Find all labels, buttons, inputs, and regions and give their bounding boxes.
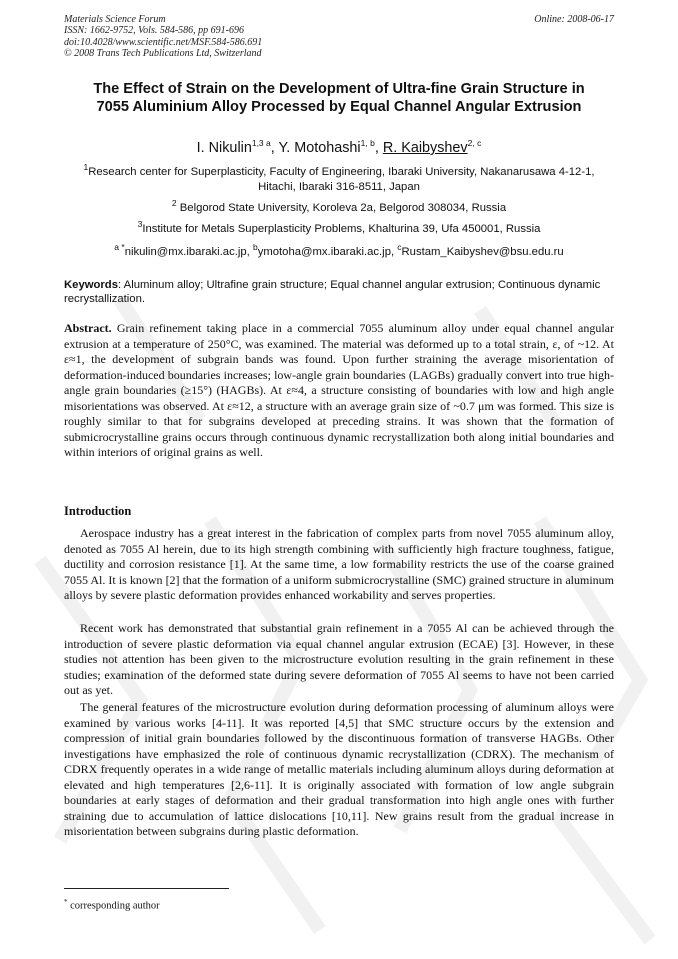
footnote-text: corresponding author	[67, 900, 160, 912]
corresponding-author-name: R. Kaibyshev	[382, 140, 468, 156]
abstract	[64, 321, 614, 461]
author-name: I. Nikulin	[196, 140, 252, 156]
online-date: Online: 2008-06-17	[534, 14, 614, 25]
intro-paragraph-1	[64, 526, 614, 604]
affiliation-sup: 1	[83, 162, 89, 173]
abstract-text: Grain refinement taking place in a commercial 7055 aluminum alloy under equal channel angular extrusion at a temperature of 250°C, was examined. The material was deformed up to a total strain, ε, of ~12. At ε≈1, the development of subgrain bands was found. Upon further straining the average misorientation of deformation-induced boundaries increases; low-angle grain boundaries (LAGBs) gradually convert into true high-angle grain boundaries (≥15°) (HAGBs). At ε≈4, a structure consisting of boundaries with low and high angle misorientations was observed. At ε≈12, a structure with an average grain size of ~0.7 μm was formed. This size is roughly similar to that for subgrains developed at preceding strains. It was shown that the formation of submicrocrystalline grains occurs through continuous dynamic recrystallization both along initial boundaries and within interiors of original grains as well.	[64, 321, 614, 459]
email-link[interactable]: Rustam_Kaibyshev@bsu.edu.ru	[401, 246, 564, 258]
introduction-heading: Introduction	[64, 504, 132, 518]
intro-paragraph-2	[64, 621, 614, 699]
author-name: Y. Motohashi	[278, 140, 361, 156]
affiliation-1	[64, 162, 614, 195]
title-line-2: 7055 Aluminium Alloy Processed by Equal Channel Angular Extrusion	[96, 99, 582, 115]
journal-doi: doi:10.4028/www.scientific.net/MSF.584-586.691	[64, 36, 263, 48]
affiliation-sup: 2	[171, 198, 177, 209]
journal-header	[64, 14, 262, 60]
paragraph-text: The general features of the microstructure evolution during deformation processing of aluminum alloys were examined by various works [4-11]. It was reported [4,5] that SMC structure occurs by the extension and compression of initial grain boundaries followed by the discontinuous formation of transverse HAGBs. Other investigations have emphasized the role of continuous dynamic recrystallization (CDRX). The mechanism of CDRX frequently operates in a wide range of metallic materials including aluminum alloys during deformation at elevated and high temperatures [2,6-11]. It is originally associated with formation of low angle subgrain boundaries at early stages of deformation and their gradual transformation into high angle ones with further straining due to accumulation of lattice dislocations [10,11]. New grains result from the gradual increase in misorientation between subgrains during plastic deformation.	[64, 700, 614, 838]
email-sup: b	[252, 242, 258, 253]
affiliation-text: Research center for Superplasticity, Faculty of Engineering, Ibaraki University, Nakanarusawa 4-12-1, Hitachi, Ibaraki 316-8511, Japan	[88, 166, 595, 193]
abstract-label: Abstract.	[64, 321, 112, 335]
email-sup: c	[397, 242, 402, 253]
journal-name: Materials Science Forum	[64, 14, 166, 25]
email-link[interactable]: nikulin@mx.ibaraki.ac.jp,	[124, 246, 250, 258]
author-sup: 1,3 a	[251, 138, 271, 149]
paragraph-text: Aerospace industry has a great interest in the fabrication of complex parts from novel 7055 aluminum alloy, denoted as 7055 Al herein, due to its high strength combining with sufficiently high fracture toughness, fatigue, ductility and corrosion resistance [1]. At the same time, a low formability restricts the use of the coarse grained 7055 Al. It is known [2] that the formation of a uniform submicrocrystalline (SMC) grained structure in aluminum alloys by severe plastic deformation provides enhanced workability and serves properties.	[64, 526, 614, 602]
author-sup: 2, c	[467, 138, 482, 149]
intro-paragraph-3	[64, 700, 614, 840]
email-link[interactable]: ymotoha@mx.ibaraki.ac.jp,	[257, 246, 395, 258]
author-emails	[64, 242, 614, 260]
author-list: I. Nikulin$^{1,3 a}$, Y. Motohashi$^{1, b}$, R. Kaibyshev$^{2, c}$	[196, 138, 482, 156]
keywords-label: Keywords	[64, 279, 118, 291]
affiliation-text: Belgorod State University, Koroleva 2a, Belgorod 308034, Russia	[179, 202, 507, 214]
affiliation-sup: 3	[137, 219, 143, 230]
paragraph-text: Recent work has demonstrated that substantial grain refinement in a 7055 Al can be achieved through the introduction of severe plastic deformation via equal channel angular extrusion (ECAE) [3]. However, in these studies not attention has been given to the microstructure evolution resulting in the grain refinement in these studies; examination of the deformed state during severe deformation of 7055 Al seems to have not been carried out as yet.	[64, 621, 614, 697]
title-line-1: The Effect of Strain on the Development of Ultra-fine Grain Structure in	[93, 81, 585, 97]
affiliation-2	[64, 198, 614, 216]
footnote-divider	[64, 888, 229, 889]
journal-issn: ISSN: 1662-9752, Vols. 584-586, pp 691-696	[64, 25, 244, 37]
keywords	[64, 278, 614, 306]
affiliation-3	[64, 219, 614, 237]
keywords-text: : Aluminum alloy; Ultrafine grain structure; Equal channel angular extrusion; Continuous dynamic recrystallization.	[64, 279, 601, 305]
paper-title	[64, 80, 614, 116]
journal-copyright: © 2008 Trans Tech Publications Ltd, Switzerland	[64, 48, 262, 60]
footnote	[64, 895, 160, 914]
footnote-mark: *	[64, 898, 68, 906]
author-sup: 1, b	[360, 138, 375, 149]
affiliation-text: Institute for Metals Superplasticity Problems, Khalturina 39, Ufa 450001, Russia	[142, 223, 541, 235]
email-sup: a *	[114, 242, 125, 253]
